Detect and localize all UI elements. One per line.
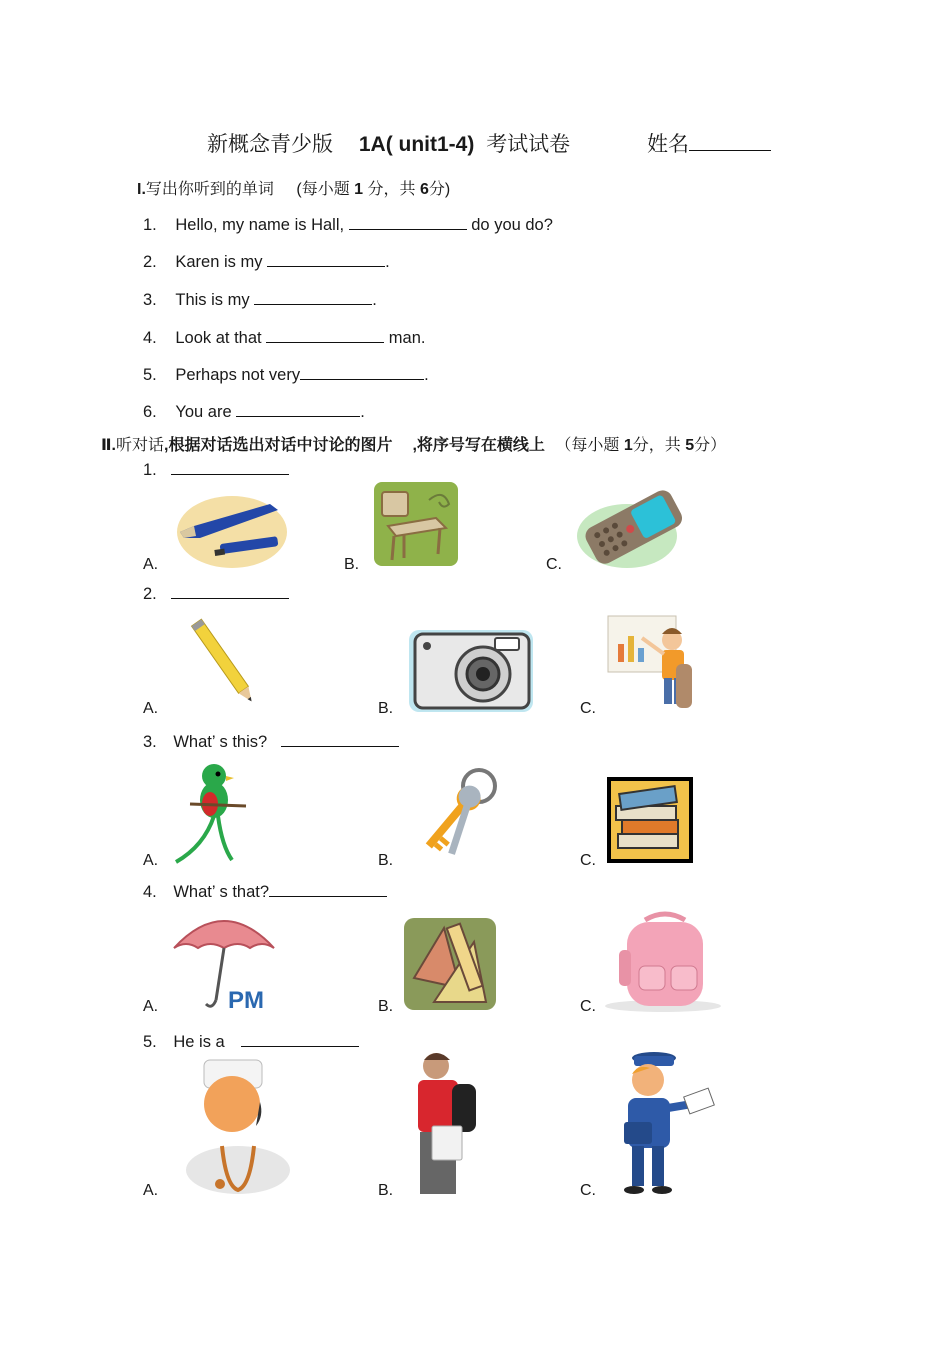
question-number: 2. bbox=[143, 253, 157, 271]
question-text-before: Look at that bbox=[175, 329, 267, 347]
mobile-phone-icon[interactable] bbox=[572, 486, 690, 570]
question-number: 4. bbox=[143, 329, 157, 347]
question-number: 1. bbox=[143, 461, 157, 479]
question-number: 6. bbox=[143, 403, 157, 421]
option-b[interactable]: B. bbox=[344, 556, 360, 573]
camera-icon[interactable] bbox=[407, 626, 535, 714]
option-a[interactable]: A. bbox=[143, 700, 159, 717]
answer-blank-l5[interactable] bbox=[241, 1032, 359, 1047]
answer-blank-6[interactable] bbox=[236, 402, 360, 417]
answer-blank-5[interactable] bbox=[300, 365, 424, 380]
section2-heading-a: 听对话 bbox=[115, 437, 164, 454]
question-3 bbox=[143, 290, 377, 310]
option-a[interactable]: A. bbox=[143, 998, 159, 1015]
books-icon[interactable] bbox=[606, 776, 694, 864]
option-c[interactable]: C. bbox=[580, 998, 596, 1015]
doctor-icon[interactable] bbox=[186, 1058, 294, 1194]
answer-blank-1[interactable] bbox=[349, 215, 467, 230]
umbrella-label: PM bbox=[228, 987, 264, 1012]
question-4 bbox=[143, 328, 425, 348]
section1-title: 写出你听到的单词 bbox=[145, 181, 274, 198]
question-text-before: Perhaps not very bbox=[175, 366, 301, 384]
question-text-after: do you do? bbox=[466, 216, 553, 234]
section2-score-c: 分，共 bbox=[632, 437, 681, 454]
question-6 bbox=[143, 402, 365, 422]
answer-blank-3[interactable] bbox=[254, 290, 372, 305]
question-text: What’ s that? bbox=[173, 883, 270, 901]
listening-question-2 bbox=[143, 584, 289, 604]
option-c[interactable]: C. bbox=[546, 556, 562, 573]
section2-score-e: 分） bbox=[694, 437, 727, 454]
section2-score-a: （每小题 bbox=[555, 437, 620, 454]
question-2 bbox=[143, 252, 390, 272]
name-label: 姓名 bbox=[647, 133, 689, 156]
rulers-icon[interactable] bbox=[404, 918, 496, 1010]
question-text-before: Karen is my bbox=[175, 253, 268, 271]
title-unit: 1A( unit1-4) bbox=[358, 133, 475, 156]
question-number: 5. bbox=[143, 1033, 157, 1051]
teacher-board-icon[interactable] bbox=[606, 614, 698, 714]
keys-icon[interactable] bbox=[405, 764, 501, 862]
option-b[interactable]: B. bbox=[378, 852, 394, 869]
option-c[interactable]: C. bbox=[580, 700, 596, 717]
name-field[interactable] bbox=[647, 128, 771, 158]
bird-icon[interactable] bbox=[170, 760, 254, 866]
section2-score-d: 5 bbox=[685, 437, 695, 454]
section1-score-a: (每小题 bbox=[296, 181, 350, 198]
title-main: 新概念青少版 bbox=[207, 133, 333, 156]
umbrella-icon[interactable] bbox=[170, 908, 280, 1012]
postman-icon[interactable] bbox=[612, 1052, 720, 1196]
option-c[interactable]: C. bbox=[580, 852, 596, 869]
question-1 bbox=[143, 215, 553, 235]
student-icon[interactable] bbox=[412, 1052, 482, 1196]
answer-blank-l2[interactable] bbox=[171, 584, 289, 599]
pencil-icon[interactable] bbox=[186, 612, 262, 714]
section1-score-b: 1 bbox=[354, 181, 364, 198]
question-number: 2. bbox=[143, 585, 157, 603]
question-text-before: Hello, my name is Hall, bbox=[175, 216, 349, 234]
answer-blank-l3[interactable] bbox=[281, 732, 399, 747]
listening-question-4 bbox=[143, 882, 387, 902]
option-a[interactable]: A. bbox=[143, 852, 159, 869]
section1-score-d: 6 bbox=[419, 181, 429, 198]
section2-score-b: 1 bbox=[623, 437, 633, 454]
option-b[interactable]: B. bbox=[378, 998, 394, 1015]
question-text-after: . bbox=[385, 253, 390, 271]
question-number: 5. bbox=[143, 366, 157, 384]
section2-heading-c: ,将序号写在横线上 bbox=[412, 437, 545, 454]
listening-question-3 bbox=[143, 732, 399, 752]
question-text-after: . bbox=[424, 366, 429, 384]
section2-number: Ⅱ. bbox=[101, 437, 116, 454]
listening-question-5 bbox=[143, 1032, 359, 1052]
section2-heading bbox=[101, 432, 726, 455]
question-text-before: You are bbox=[175, 403, 237, 421]
answer-blank-2[interactable] bbox=[267, 252, 385, 267]
question-text-after: man. bbox=[384, 329, 426, 347]
question-number: 3. bbox=[143, 291, 157, 309]
backpack-icon[interactable] bbox=[605, 910, 725, 1014]
section1-heading bbox=[137, 176, 450, 199]
question-text-before: This is my bbox=[175, 291, 255, 309]
listening-question-1 bbox=[143, 460, 289, 480]
question-number: 4. bbox=[143, 883, 157, 901]
question-text: What’ s this? bbox=[173, 733, 268, 751]
page-title bbox=[207, 128, 570, 158]
question-number: 3. bbox=[143, 733, 157, 751]
title-suffix: 考试试卷 bbox=[486, 133, 571, 156]
desk-icon[interactable] bbox=[374, 482, 458, 566]
option-a[interactable]: A. bbox=[143, 1182, 159, 1199]
section1-score-c: 分，共 bbox=[367, 181, 416, 198]
option-b[interactable]: B. bbox=[378, 700, 394, 717]
question-text: He is a bbox=[173, 1033, 225, 1051]
answer-blank-l4[interactable] bbox=[269, 882, 387, 897]
pen-icon[interactable] bbox=[170, 490, 290, 572]
section2-heading-b: ,根据对话选出对话中讨论的图片 bbox=[164, 437, 393, 454]
section1-number: I. bbox=[137, 181, 146, 198]
option-a[interactable]: A. bbox=[143, 556, 159, 573]
question-5 bbox=[143, 365, 429, 385]
section1-score-e: 分) bbox=[428, 181, 451, 198]
question-text-after: . bbox=[360, 403, 365, 421]
question-text-after: . bbox=[372, 291, 377, 309]
option-c[interactable]: C. bbox=[580, 1182, 596, 1199]
option-b[interactable]: B. bbox=[378, 1182, 394, 1199]
answer-blank-4[interactable] bbox=[266, 328, 384, 343]
question-number: 1. bbox=[143, 216, 157, 234]
name-blank[interactable] bbox=[689, 130, 771, 151]
answer-blank-l1[interactable] bbox=[171, 460, 289, 475]
